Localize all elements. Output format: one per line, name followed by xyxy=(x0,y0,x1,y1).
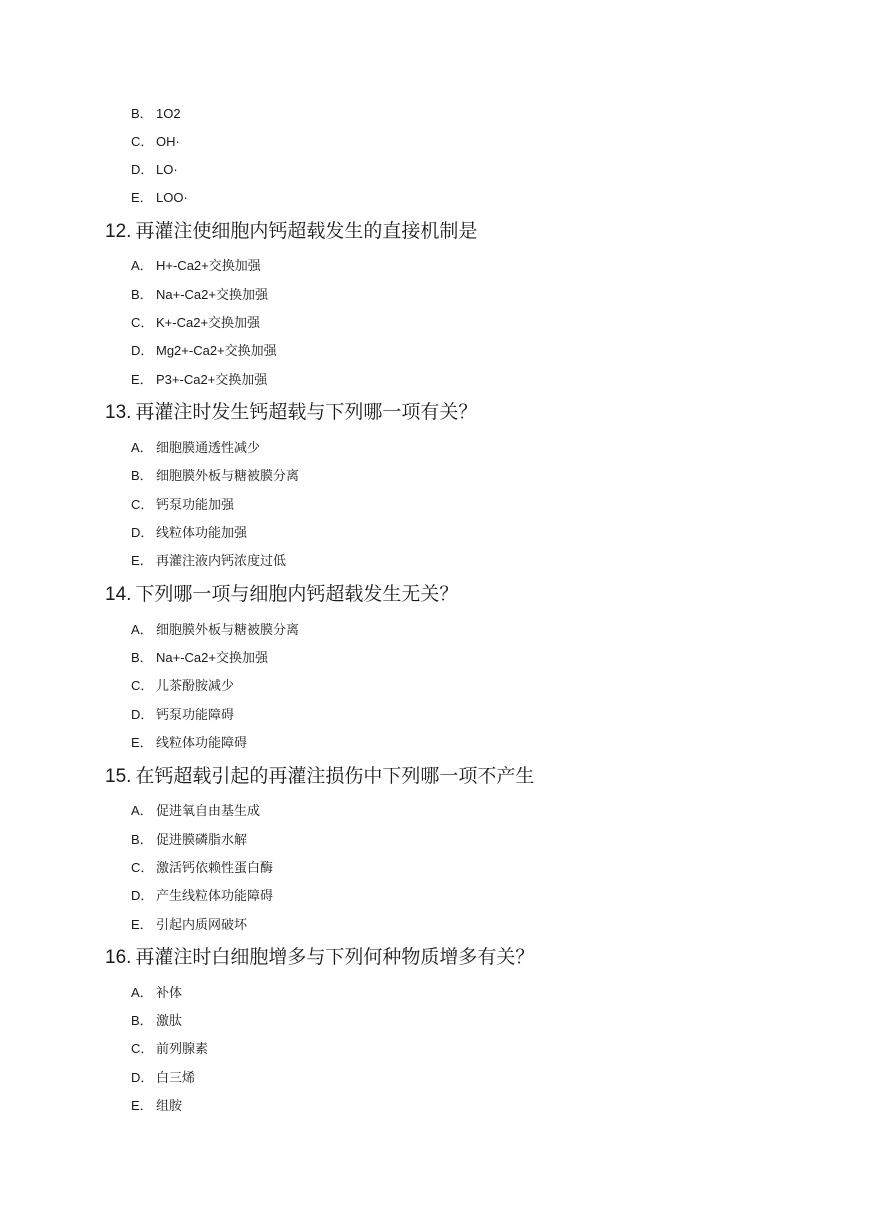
option-text: 钙泵功能障碍 xyxy=(156,707,235,722)
option-12-e xyxy=(131,371,267,389)
option-text: 组胺 xyxy=(156,1098,183,1113)
option-text: 再灌注液内钙浓度过低 xyxy=(156,553,287,568)
option-letter: E． xyxy=(131,917,153,932)
option-text: Na+-Ca2+交换加强 xyxy=(156,650,268,665)
option-12-b xyxy=(131,286,268,304)
option-letter: B． xyxy=(131,287,153,302)
option-text: 前列腺素 xyxy=(156,1041,209,1056)
option-letter: A． xyxy=(131,803,153,818)
option-14-e xyxy=(131,734,247,752)
question-13-stem xyxy=(105,400,477,425)
question-number: 15. xyxy=(105,766,132,787)
question-number: 13. xyxy=(105,402,132,423)
option-text: 促进膜磷脂水解 xyxy=(156,832,248,847)
option-13-e xyxy=(131,552,286,570)
option-text: 细胞膜外板与糖被膜分离 xyxy=(156,622,300,637)
option-11-b xyxy=(131,105,181,123)
option-16-d xyxy=(131,1069,195,1087)
option-letter: D． xyxy=(131,343,154,358)
question-text: 下列哪一项与细胞内钙超载发生无关？ xyxy=(135,583,459,605)
question-16-stem xyxy=(105,945,534,970)
option-15-b xyxy=(131,831,247,849)
option-15-e xyxy=(131,916,247,934)
option-letter: D． xyxy=(131,888,154,903)
option-text: 儿茶酚胺减少 xyxy=(156,678,235,693)
option-text: 引起内质网破坏 xyxy=(156,917,248,932)
option-text: P3+-Ca2+交换加强 xyxy=(156,372,268,387)
option-letter: B． xyxy=(131,832,153,847)
question-number: 12. xyxy=(105,221,132,242)
option-text: K+-Ca2+交换加强 xyxy=(156,315,261,330)
option-letter: C． xyxy=(131,134,154,149)
option-letter: D． xyxy=(131,1070,154,1085)
option-letter: E． xyxy=(131,735,153,750)
option-letter: C． xyxy=(131,678,154,693)
option-16-c xyxy=(131,1040,208,1058)
option-text: 激活钙依赖性蛋白酶 xyxy=(156,860,274,875)
option-14-d xyxy=(131,706,234,724)
option-letter: B． xyxy=(131,106,153,121)
option-text: 线粒体功能障碍 xyxy=(156,735,248,750)
option-13-a xyxy=(131,439,260,457)
option-text: 钙泵功能加强 xyxy=(156,497,235,512)
option-text: 产生线粒体功能障碍 xyxy=(156,888,274,903)
option-letter: D． xyxy=(131,162,154,177)
option-14-a xyxy=(131,621,299,639)
option-letter: B． xyxy=(131,1013,153,1028)
option-letter: E． xyxy=(131,1098,153,1113)
option-12-c xyxy=(131,314,260,332)
option-text: LOO· xyxy=(156,190,188,205)
option-text: 促进氧自由基生成 xyxy=(156,803,261,818)
option-letter: A． xyxy=(131,985,153,1000)
question-number: 16. xyxy=(105,947,132,968)
option-text: 激肽 xyxy=(156,1013,183,1028)
option-text: 补体 xyxy=(156,985,183,1000)
option-13-d xyxy=(131,524,247,542)
option-12-d xyxy=(131,342,277,360)
option-text: Mg2+-Ca2+交换加强 xyxy=(156,343,277,358)
option-text: 细胞膜外板与糖被膜分离 xyxy=(156,468,300,483)
question-12-stem xyxy=(105,219,477,244)
option-letter: C． xyxy=(131,860,154,875)
option-letter: C． xyxy=(131,315,154,330)
option-letter: E． xyxy=(131,372,153,387)
option-15-c xyxy=(131,859,273,877)
option-16-a xyxy=(131,984,182,1002)
option-letter: B． xyxy=(131,468,153,483)
option-letter: C． xyxy=(131,497,154,512)
option-text: OH· xyxy=(156,134,180,149)
option-letter: C． xyxy=(131,1041,154,1056)
option-letter: A． xyxy=(131,622,153,637)
question-number: 14. xyxy=(105,584,132,605)
option-15-d xyxy=(131,887,273,905)
option-letter: A． xyxy=(131,440,153,455)
option-11-c xyxy=(131,133,180,151)
question-text: 再灌注使细胞内钙超载发生的直接机制是 xyxy=(135,220,478,242)
option-letter: A． xyxy=(131,258,153,273)
option-text: 线粒体功能加强 xyxy=(156,525,248,540)
option-11-e xyxy=(131,189,188,207)
question-15-stem xyxy=(105,764,534,789)
option-text: H+-Ca2+交换加强 xyxy=(156,258,261,273)
option-16-e xyxy=(131,1097,182,1115)
option-15-a xyxy=(131,802,260,820)
option-13-b xyxy=(131,467,299,485)
question-text: 在钙超载引起的再灌注损伤中下列哪一项不产生 xyxy=(135,765,535,787)
option-text: 细胞膜通透性减少 xyxy=(156,440,261,455)
option-16-b xyxy=(131,1012,182,1030)
option-12-a xyxy=(131,257,261,275)
option-letter: D． xyxy=(131,707,154,722)
option-letter: E． xyxy=(131,553,153,568)
question-14-stem xyxy=(105,582,458,607)
option-14-c xyxy=(131,677,234,695)
option-text: Na+-Ca2+交换加强 xyxy=(156,287,268,302)
option-text: 白三烯 xyxy=(156,1070,196,1085)
question-text: 再灌注时白细胞增多与下列何种物质增多有关？ xyxy=(135,946,535,968)
option-text: LO· xyxy=(156,162,178,177)
option-letter: E． xyxy=(131,190,153,205)
option-14-b xyxy=(131,649,268,667)
option-letter: D． xyxy=(131,525,154,540)
option-letter: B． xyxy=(131,650,153,665)
question-text: 再灌注时发生钙超载与下列哪一项有关？ xyxy=(135,401,478,423)
option-11-d xyxy=(131,161,178,179)
option-13-c xyxy=(131,496,234,514)
option-text: 1O2 xyxy=(156,106,181,121)
